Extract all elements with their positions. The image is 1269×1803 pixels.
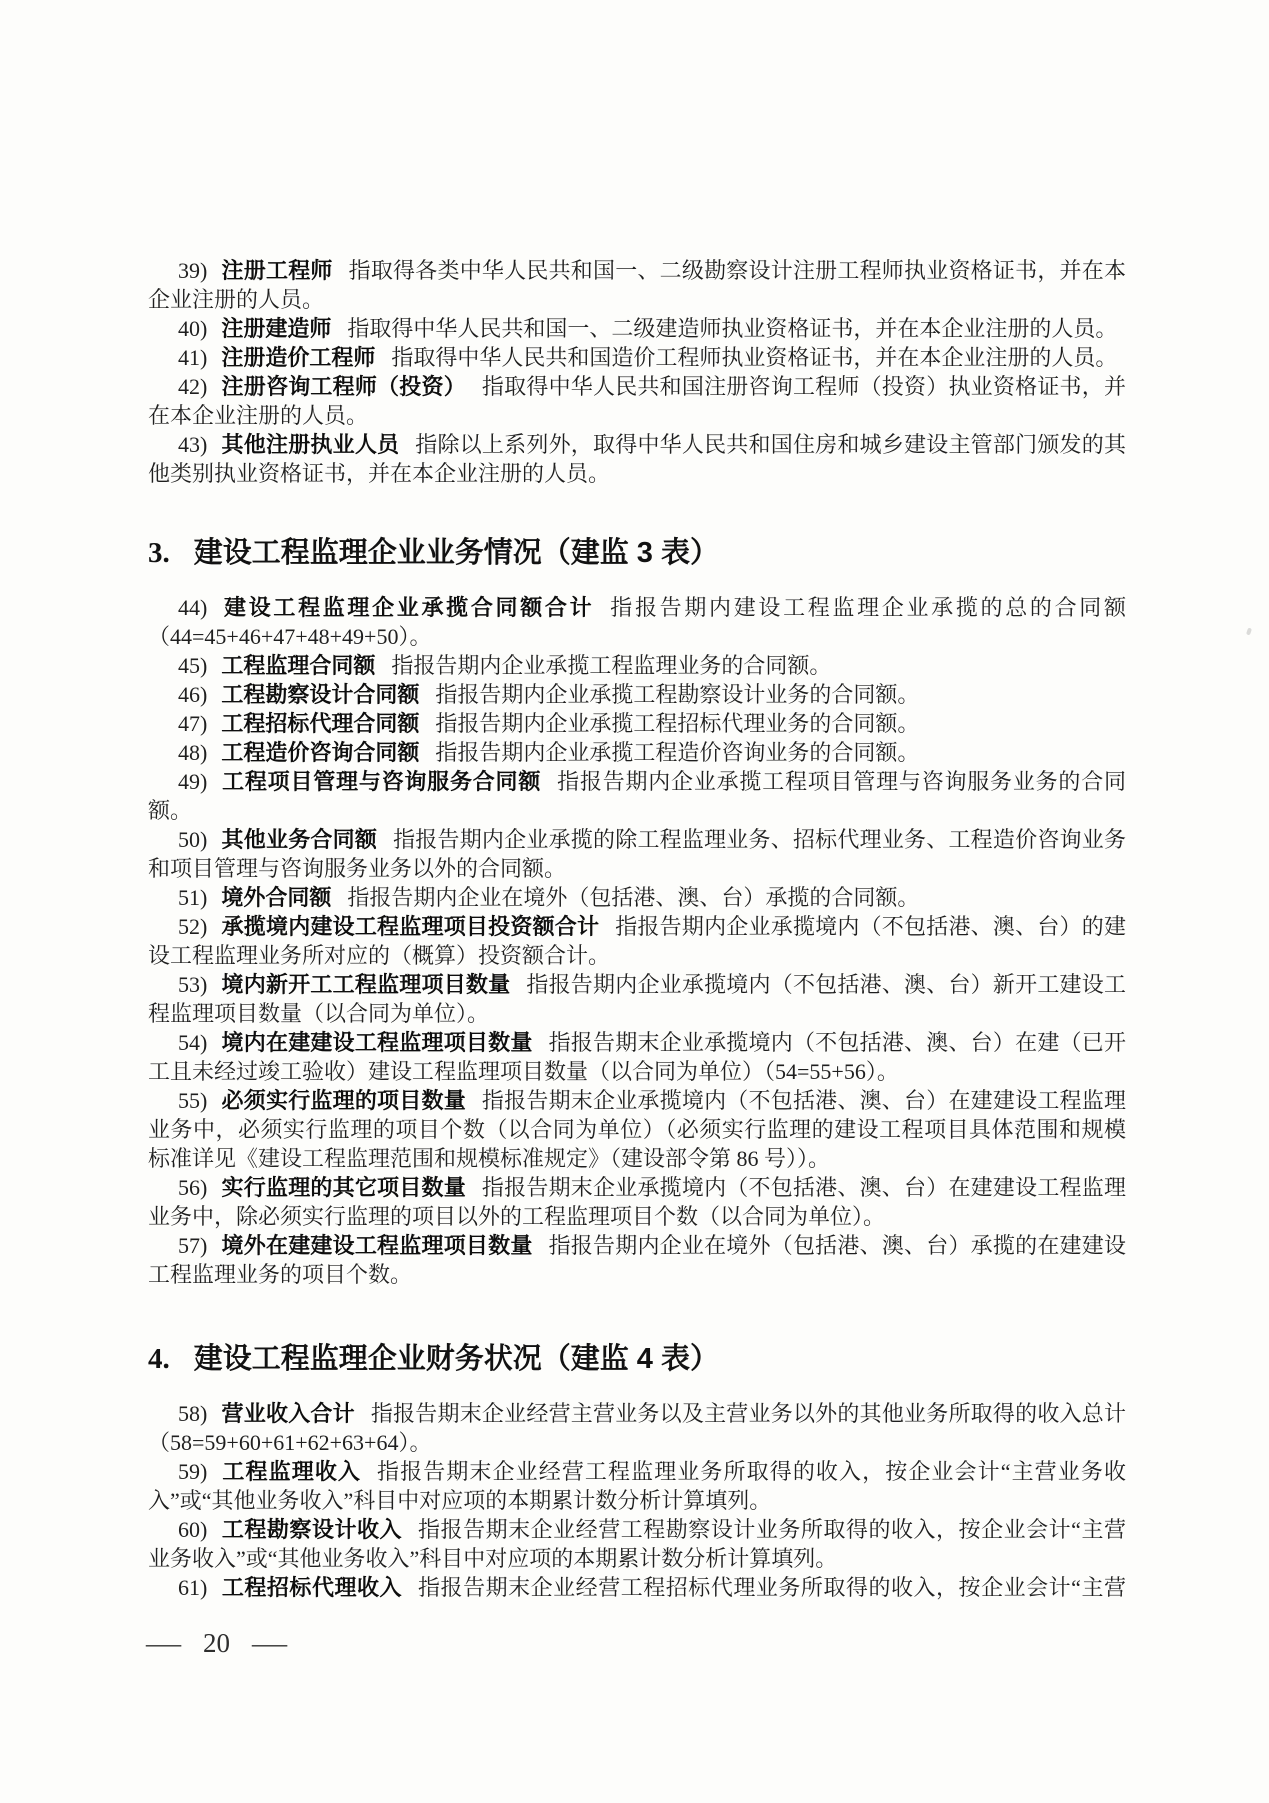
- definition-item-45: [148, 651, 1126, 680]
- item-term: 其他注册执业人员: [221, 432, 400, 457]
- item-number: 53): [178, 972, 208, 997]
- item-number: 59): [178, 1459, 208, 1484]
- section-title: 建设工程监理企业业务情况（建监 3 表）: [193, 537, 719, 569]
- definition-item-57: [148, 1231, 1126, 1289]
- definition-item-58: [148, 1399, 1126, 1457]
- item-term: 营业收入合计: [221, 1401, 355, 1426]
- page-number: [145, 1628, 288, 1659]
- definition-item-48: [148, 738, 1126, 767]
- item-term: 建设工程监理企业承揽合同额合计: [221, 595, 595, 620]
- item-number: 58): [178, 1401, 208, 1426]
- item-desc: 指报告期内企业承揽工程造价咨询业务的合同额。: [435, 740, 920, 765]
- definition-item-49: [148, 767, 1126, 825]
- definition-item-60: [148, 1515, 1126, 1573]
- section-heading-3: [148, 535, 1126, 571]
- definition-item-40: [148, 314, 1126, 343]
- item-desc: 指报告期末企业经营工程招标代理业务所取得的收入，按企业会计“主营: [418, 1575, 1126, 1600]
- item-number: 40): [178, 316, 208, 341]
- item-desc: 指报告期末企业承揽境内（不包括港、澳、台）在建建设工程监理业务中，必须实行监理的项目个数（以合同为单位）（必须实行监理的建设工程项目具体范围和规模标准详见《建设工程监理范围和规模标准规定》（建设部令第 86 号））。: [148, 1088, 1126, 1171]
- item-number: 54): [178, 1030, 208, 1055]
- item-desc: 指报告期内企业承揽境内（不包括港、澳、台）新开工建设工程监理项目数量（以合同为单位）。: [148, 972, 1126, 1026]
- document-body: [148, 256, 1126, 1602]
- item-term: 必须实行监理的项目数量: [221, 1088, 466, 1113]
- item-number: 52): [178, 914, 208, 939]
- page-number-dash-right: —: [251, 1628, 288, 1658]
- definition-item-59: [148, 1457, 1126, 1515]
- section-number: 4.: [148, 1343, 170, 1375]
- item-number: 47): [178, 711, 208, 736]
- page-number-value: 20: [203, 1628, 230, 1658]
- definition-item-54: [148, 1028, 1126, 1086]
- item-term: 工程项目管理与咨询服务合同额: [221, 769, 542, 794]
- item-term: 承揽境内建设工程监理项目投资额合计: [221, 914, 600, 939]
- item-term: 工程造价咨询合同额: [221, 740, 420, 765]
- item-desc: 指除以上系列外，取得中华人民共和国住房和城乡建设主管部门颁发的其他类别执业资格证书，并在本企业注册的人员。: [148, 432, 1126, 486]
- definition-item-39: [148, 256, 1126, 314]
- item-term: 实行监理的其它项目数量: [221, 1175, 466, 1200]
- item-number: 49): [178, 769, 208, 794]
- item-number: 42): [178, 374, 208, 399]
- item-number: 45): [178, 653, 208, 678]
- item-number: 48): [178, 740, 208, 765]
- item-term: 工程招标代理收入: [221, 1575, 403, 1600]
- item-desc: 指报告期内企业在境外（包括港、澳、台）承揽的在建建设工程监理业务的项目个数。: [148, 1233, 1126, 1287]
- item-number: 44): [178, 595, 208, 620]
- item-term: 注册工程师: [221, 258, 333, 283]
- definition-item-50: [148, 825, 1126, 883]
- section-number: 3.: [148, 537, 170, 569]
- item-desc: 指报告期末企业承揽境内（不包括港、澳、台）在建（已开工且未经过竣工验收）建设工程监理项目数量（以合同为单位）（54=55+56）。: [148, 1030, 1126, 1084]
- item-term: 工程监理收入: [221, 1459, 362, 1484]
- item-number: 51): [178, 885, 208, 910]
- definition-item-53: [148, 970, 1126, 1028]
- item-number: 60): [178, 1517, 208, 1542]
- definition-item-61: [148, 1573, 1126, 1602]
- item-desc: 指报告期内企业承揽工程项目管理与咨询服务业务的合同额。: [148, 769, 1126, 823]
- definition-item-47: [148, 709, 1126, 738]
- definition-item-43: [148, 430, 1126, 488]
- item-term: 注册咨询工程师（投资）: [221, 374, 466, 399]
- definition-item-41: [148, 343, 1126, 372]
- item-desc: 指取得中华人民共和国注册咨询工程师（投资）执业资格证书，并在本企业注册的人员。: [148, 374, 1126, 428]
- item-desc: 指报告期末企业承揽境内（不包括港、澳、台）在建建设工程监理业务中，除必须实行监理的项目以外的工程监理项目个数（以合同为单位）。: [148, 1175, 1126, 1229]
- definition-item-44: [148, 593, 1126, 651]
- item-number: 56): [178, 1175, 208, 1200]
- item-number: 55): [178, 1088, 208, 1113]
- item-desc: 指取得中华人民共和国一、二级建造师执业资格证书，并在本企业注册的人员。: [347, 316, 1118, 341]
- item-desc: 指报告期内企业承揽的除工程监理业务、招标代理业务、工程造价咨询业务和项目管理与咨询服务业务以外的合同额。: [148, 827, 1126, 881]
- definition-item-52: [148, 912, 1126, 970]
- item-desc: 指报告期内企业承揽工程招标代理业务的合同额。: [435, 711, 920, 736]
- item-desc: 指报告期内建设工程监理企业承揽的总的合同额（44=45+46+47+48+49+50）。: [148, 595, 1126, 649]
- item-term: 工程勘察设计合同额: [221, 682, 420, 707]
- item-number: 61): [178, 1575, 208, 1600]
- item-term: 其他业务合同额: [221, 827, 378, 852]
- section-title: 建设工程监理企业财务状况（建监 4 表）: [193, 1343, 719, 1375]
- item-term: 工程监理合同额: [221, 653, 376, 678]
- item-desc: 指报告期末企业经营主营业务以及主营业务以外的其他业务所取得的收入总计（58=59+60+61+62+63+64）。: [148, 1401, 1126, 1455]
- item-desc: 指报告期内企业承揽境内（不包括港、澳、台）的建设工程监理业务所对应的（概算）投资额合计。: [148, 914, 1126, 968]
- item-number: 41): [178, 345, 208, 370]
- item-number: 43): [178, 432, 208, 457]
- item-term: 注册建造师: [221, 316, 332, 341]
- definition-item-46: [148, 680, 1126, 709]
- item-term: 注册造价工程师: [221, 345, 376, 370]
- item-term: 工程招标代理合同额: [221, 711, 420, 736]
- item-term: 境外在建建设工程监理项目数量: [221, 1233, 533, 1258]
- item-term: 境内在建建设工程监理项目数量: [221, 1030, 533, 1055]
- scan-speck: [1246, 628, 1252, 636]
- section-heading-4: [148, 1341, 1126, 1377]
- item-term: 境内新开工工程监理项目数量: [221, 972, 511, 997]
- item-desc: 指报告期内企业承揽工程监理业务的合同额。: [391, 653, 832, 678]
- item-desc: 指报告期末企业经营工程勘察设计业务所取得的收入，按企业会计“主营业务收入”或“其他业务收入”科目中对应项的本期累计数分析计算填列。: [148, 1517, 1126, 1571]
- item-number: 57): [178, 1233, 208, 1258]
- definition-item-42: [148, 372, 1126, 430]
- item-term: 工程勘察设计收入: [221, 1517, 403, 1542]
- definition-item-51: [148, 883, 1126, 912]
- definition-item-55: [148, 1086, 1126, 1173]
- item-desc: 指报告期内企业在境外（包括港、澳、台）承揽的合同额。: [347, 885, 920, 910]
- item-desc: 指取得中华人民共和国造价工程师执业资格证书，并在本企业注册的人员。: [391, 345, 1118, 370]
- page-number-dash-left: —: [145, 1628, 182, 1658]
- item-number: 50): [178, 827, 208, 852]
- item-desc: 指报告期内企业承揽工程勘察设计业务的合同额。: [435, 682, 920, 707]
- item-number: 39): [178, 258, 208, 283]
- item-desc: 指取得各类中华人民共和国一、二级勘察设计注册工程师执业资格证书，并在本企业注册的人员。: [148, 258, 1126, 312]
- definition-item-56: [148, 1173, 1126, 1231]
- item-desc: 指报告期末企业经营工程监理业务所取得的收入，按企业会计“主营业务收入”或“其他业务收入”科目中对应项的本期累计数分析计算填列。: [148, 1459, 1126, 1513]
- item-number: 46): [178, 682, 208, 707]
- item-term: 境外合同额: [221, 885, 332, 910]
